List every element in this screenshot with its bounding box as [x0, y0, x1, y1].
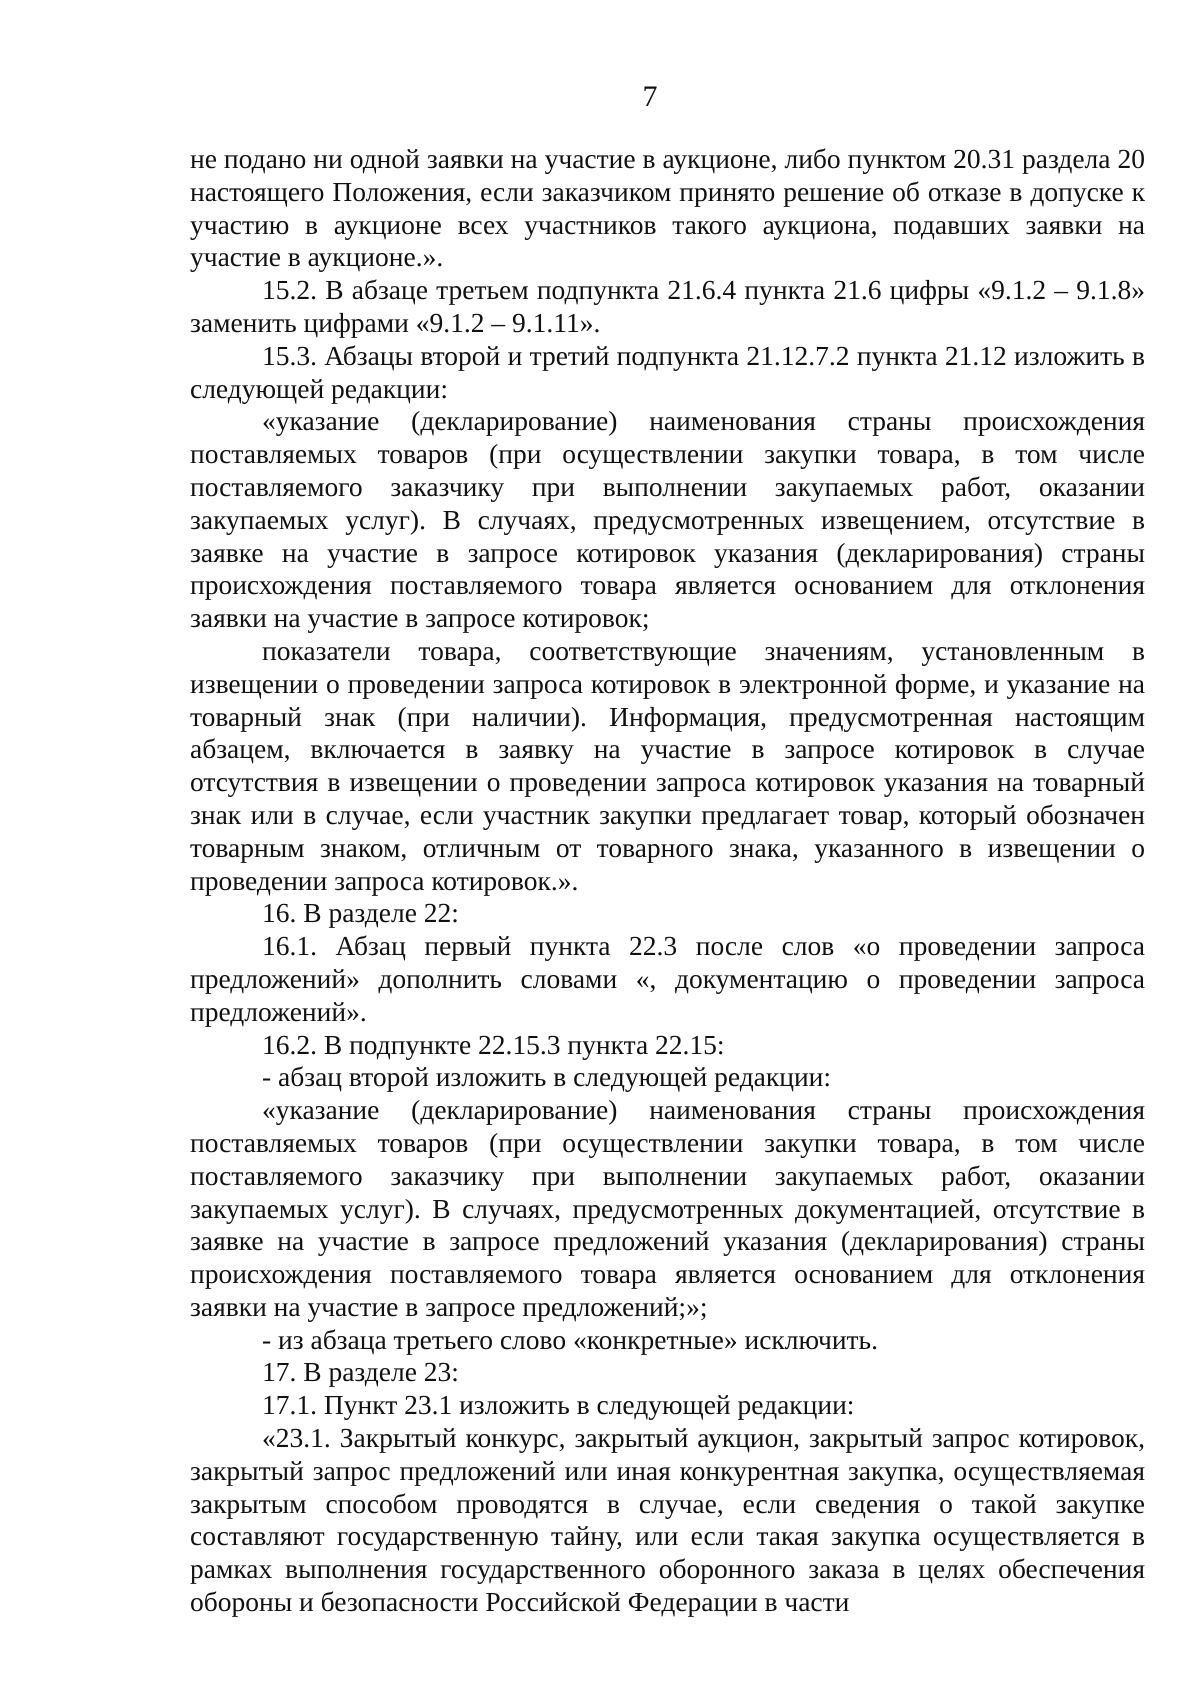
paragraph-16-2-dash-1: - абзац второй изложить в следующей редакции: [262, 1061, 832, 1093]
paragraph-continuation: не подано ни одной заявки на участие в аукционе, либо пунктом 20.31 раздела 20 настоящего Положения, если заказчиком принято решение об отказе в допуске к участию в аукционе всех участников такого аукциона, подавших заявки на участие в аукционе.». [190, 143, 1145, 273]
paragraph-16-1: 16.1. Абзац первый пункта 22.3 после слов «о проведении запроса предложений» дополнить словами «, документацию о проведении запроса предложений». [190, 930, 1145, 1027]
paragraph-quote-country-origin: «указание (декларирование) наименования страны происхождения поставляемых товаров (при осуществлении закупки товара, в том числе поставляемого заказчику при выполнении закупаемых работ, оказании закупаемых услуг). В случаях, предусмотренных извещением, отсутствие в заявке на участие в запросе котировок указания (декларирования) страны происхождения поставляемого товара является основанием для отклонения заявки на участие в запросе котировок; [190, 405, 1145, 634]
paragraph-quote-23-1: «23.1. Закрытый конкурс, закрытый аукцион, закрытый запрос котировок, закрытый запрос предложений или иная конкурентная закупка, осуществляемая закрытым способом проводятся в случае, если сведения о такой закупке составляют государственную тайну, или если такая закупка осуществляется в рамках выполнения государственного оборонного заказа в целях обеспечения обороны и безопасности Российской Федерации в части [190, 1422, 1145, 1618]
paragraph-17-1: 17.1. Пункт 23.1 изложить в следующей редакции: [262, 1389, 855, 1421]
paragraph-16-2: 16.2. В подпункте 22.15.3 пункта 22.15: [262, 1028, 725, 1060]
document-body [190, 143, 1145, 1619]
paragraph-15-3: 15.3. Абзацы второй и третий подпункта 21.12.7.2 пункта 21.12 изложить в следующей редакции: [190, 339, 1145, 404]
paragraph-16-2-dash-2: - из абзаца третьего слово «конкретные» исключить. [262, 1323, 878, 1355]
paragraph-17: 17. В разделе 23: [262, 1356, 459, 1388]
paragraph-quote-goods-indicators: показатели товара, соответствующие значениям, установленным в извещении о проведении запроса котировок в электронной форме, и указание на товарный знак (при наличии). Информация, предусмотренная настоящим абзацем, включается в заявку на участие в запросе котировок в случае отсутствия в извещении о проведении запроса котировок указания на товарный знак или в случае, если участник закупки предлагает товар, который обозначен товарным знаком, отличным от товарного знака, указанного в извещении о проведении запроса котировок.». [190, 634, 1145, 896]
paragraph-15-2: 15.2. В абзаце третьем подпункта 21.6.4 пункта 21.6 цифры «9.1.2 – 9.1.8» заменить цифрами «9.1.2 – 9.1.11». [190, 274, 1145, 338]
page-number: 7 [642, 80, 658, 113]
paragraph-16: 16. В разделе 22: [262, 897, 459, 929]
paragraph-quote-proposals: «указание (декларирование) наименования страны происхождения поставляемых товаров (при осуществлении закупки товара, в том числе поставляемого заказчику при выполнении закупаемых работ, оказании закупаемых услуг). В случаях, предусмотренных документацией, отсутствие в заявке на участие в запросе предложений указания (декларирования) страны происхождения поставляемого товара является основанием для отклонения заявки на участие в запросе предложений;»; [190, 1094, 1145, 1322]
